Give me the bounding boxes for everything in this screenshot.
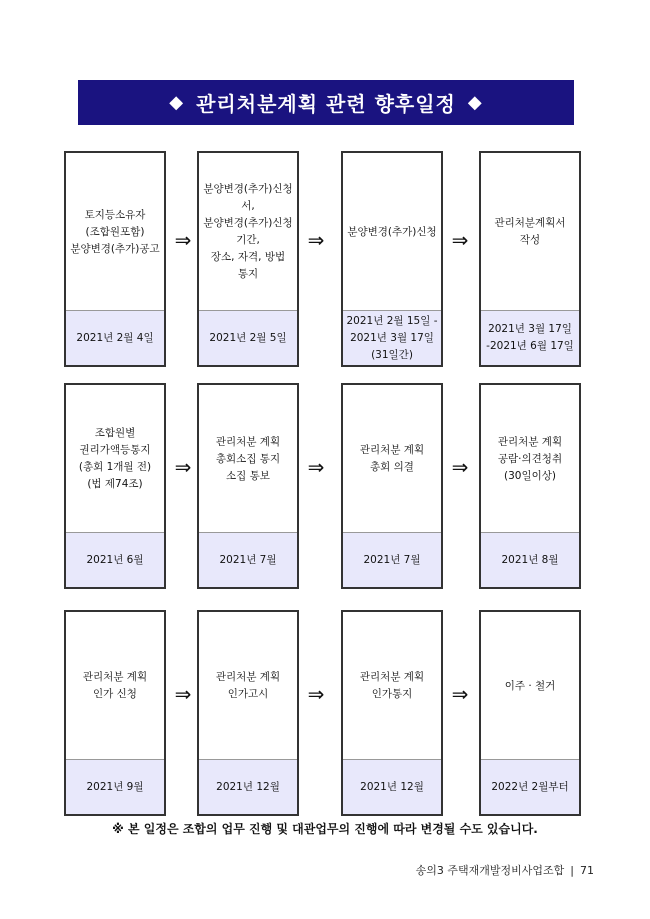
- step-description: 관리처분 계획 공람·의견청취 (30일이상): [497, 435, 563, 482]
- schedule-step: [197, 383, 299, 589]
- step-date: 2021년 3월 17일 -2021년 6월 17일: [481, 310, 579, 365]
- step-description: 관리처분 계획 인가고시: [215, 671, 281, 700]
- schedule-step: [479, 383, 581, 589]
- schedule-step: [197, 151, 299, 367]
- step-date: 2022년 2월부터: [481, 759, 579, 814]
- step-description: 관리처분계획서 작성: [494, 217, 566, 246]
- page-number: 71: [580, 864, 594, 877]
- page-footer: [416, 862, 594, 878]
- step-date: 2021년 8월: [481, 532, 579, 587]
- diamond-icon: ◆: [467, 92, 483, 113]
- footer-org: 송의3 주택재개발정비사업조합: [415, 864, 565, 877]
- double-arrow-icon: ⇒: [174, 228, 192, 252]
- schedule-step: [341, 383, 443, 589]
- schedule-note: ※ 본 일정은 조합의 업무 진행 및 대관업무의 진행에 따라 변경될 수도 있습니다.: [112, 822, 538, 836]
- step-date: 2021년 9월: [66, 759, 164, 814]
- double-arrow-icon: ⇒: [307, 682, 325, 706]
- schedule-step: [64, 151, 166, 367]
- schedule-step: [341, 151, 443, 367]
- step-description: 조합원별 권리가액등통지 (총회 1개월 전) (법 제74조): [78, 427, 152, 490]
- step-date: 2021년 12월: [343, 759, 441, 814]
- double-arrow-icon: ⇒: [307, 455, 325, 479]
- title-text: 관리처분계획 관련 향후일정: [196, 92, 456, 116]
- step-date: 2021년 12월: [199, 759, 297, 814]
- double-arrow-icon: ⇒: [451, 682, 469, 706]
- step-date: 2021년 2월 5일: [199, 310, 297, 365]
- step-date: 2021년 7월: [343, 532, 441, 587]
- schedule-step: [64, 610, 166, 816]
- diamond-icon: ◆: [169, 92, 185, 113]
- page-title: [78, 80, 574, 125]
- double-arrow-icon: ⇒: [174, 682, 192, 706]
- step-description: 분양변경(추가)신청서, 분양변경(추가)신청기간, 장소, 자격, 방법 통지: [203, 183, 293, 280]
- step-date: 2021년 7월: [199, 532, 297, 587]
- double-arrow-icon: ⇒: [307, 228, 325, 252]
- double-arrow-icon: ⇒: [451, 228, 469, 252]
- double-arrow-icon: ⇒: [174, 455, 192, 479]
- step-date: 2021년 2월 4일: [66, 310, 164, 365]
- step-description: 관리처분 계획 총회 의결: [359, 444, 425, 473]
- step-description: 관리처분 계획 총회소집 통지 소집 통보: [215, 435, 281, 482]
- step-description: 분양변경(추가)신청: [347, 225, 437, 238]
- step-description: 이주 · 철거: [504, 679, 556, 692]
- schedule-step: [64, 383, 166, 589]
- step-date: 2021년 2월 15일 - 2021년 3월 17일 (31일간): [343, 310, 441, 365]
- step-description: 토지등소유자 (조합원포함) 분양변경(추가)공고: [70, 208, 160, 255]
- step-description: 관리처분 계획 인가 신청: [82, 671, 148, 700]
- step-description: 관리처분 계획 인가통지: [359, 671, 425, 700]
- step-date: 2021년 6월: [66, 532, 164, 587]
- schedule-step: [479, 151, 581, 367]
- schedule-step: [479, 610, 581, 816]
- schedule-step: [341, 610, 443, 816]
- double-arrow-icon: ⇒: [451, 455, 469, 479]
- footer-separator: |: [570, 864, 574, 877]
- schedule-step: [197, 610, 299, 816]
